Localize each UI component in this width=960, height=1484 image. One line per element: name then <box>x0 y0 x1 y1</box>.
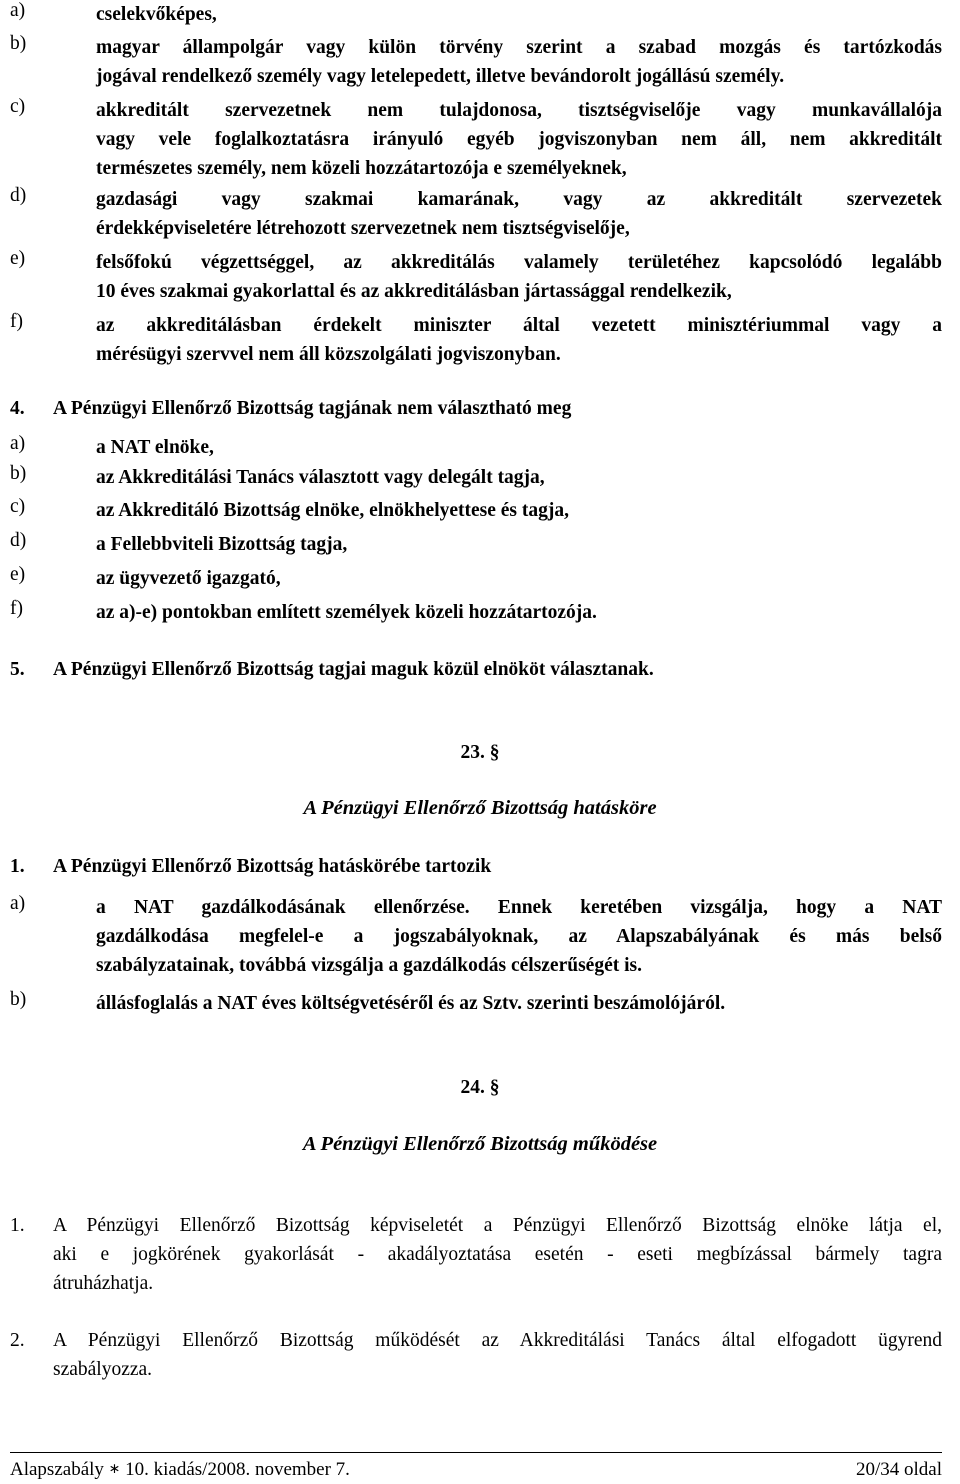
item-text-line: állásfoglalás a NAT éves költségvetéséről és az Sztv. szerinti beszámolójáról. <box>96 993 726 1014</box>
item-text-line: magyar állampolgár vagy külön törvény szerint a szabad mozgás és tartózkodás <box>96 37 942 58</box>
section-23-point-1-text: A Pénzügyi Ellenőrző Bizottság hatáskörébe tartozik <box>53 856 492 877</box>
item-text <box>96 893 942 980</box>
paragraph-line: aki e jogkörének gyakorlását - akadályoztatása esetén - eseti megbízással bármely tagra <box>53 1244 942 1265</box>
item-text <box>96 311 942 369</box>
paragraph-label: 1. <box>10 1215 25 1236</box>
item-text-line: vagy vele foglalkoztatásra irányuló egyéb jogviszonyban nem áll, nem akkreditált <box>96 129 942 150</box>
section-24-title: A Pénzügyi Ellenőrző Bizottság működése <box>302 1133 658 1155</box>
footer-doc-name: Alapszabály <box>10 1459 104 1480</box>
item-text-line: az Akkreditálási Tanács választott vagy delegált tagja, <box>96 467 545 488</box>
section-23-mark: § <box>489 742 500 763</box>
item-text-line: érdekképviseletére létrehozott szervezetnek nem tisztségviselője, <box>96 218 630 239</box>
footer-left <box>10 1459 350 1481</box>
item-text-line: szabályzatainak, továbbá vizsgálja a gazdálkodás célszerűségét is. <box>96 955 642 976</box>
item-text <box>96 598 942 627</box>
item-text <box>96 530 942 559</box>
point-4 <box>10 394 942 423</box>
item-text <box>96 0 942 29</box>
star-icon: ∗ <box>108 1462 121 1477</box>
item-label: d) <box>10 185 27 206</box>
item-text <box>96 248 942 306</box>
section-24-number: 24. <box>460 1077 485 1098</box>
item-text <box>96 989 942 1018</box>
eligibility-item <box>10 33 942 91</box>
eligibility-item <box>10 248 942 306</box>
item-label: e) <box>10 564 26 585</box>
point-5-label: 5. <box>10 659 25 680</box>
section-23-item <box>10 989 942 1018</box>
section-24-mark: § <box>489 1077 500 1098</box>
item-label: f) <box>10 598 23 619</box>
item-text-line: természetes személy, nem közeli hozzátartozója e személyeknek, <box>96 158 627 179</box>
item-text-line: az ügyvezető igazgató, <box>96 568 281 589</box>
paragraph-line: A Pénzügyi Ellenőrző Bizottság működését az Akkreditálási Tanács által elfogadott ügyrend <box>53 1330 942 1351</box>
eligibility-item <box>10 96 942 183</box>
section-24-paragraph <box>10 1326 942 1384</box>
point-4-label: 4. <box>10 398 25 419</box>
item-label: c) <box>10 96 26 117</box>
item-text <box>96 496 942 525</box>
eligibility-item <box>10 311 942 369</box>
eligibility-item <box>10 0 942 29</box>
item-text-line: az a)-e) pontokban említett személyek közeli hozzátartozója. <box>96 602 597 623</box>
item-text <box>96 463 942 492</box>
paragraph-line: átruházhatja. <box>53 1273 154 1294</box>
section-23-title: A Pénzügyi Ellenőrző Bizottság hatásköre <box>303 797 657 819</box>
eligibility-item <box>10 185 942 243</box>
item-text-line: a NAT elnöke, <box>96 437 214 458</box>
section-24-paragraph <box>10 1211 942 1298</box>
item-text-line: az akkreditálásban érdekelt miniszter által vezetett minisztériummal vagy a <box>96 315 942 336</box>
item-text <box>96 564 942 593</box>
item-label: b) <box>10 463 27 484</box>
item-text-line: 10 éves szakmai gyakorlattal és az akkreditálásban jártassággal rendelkezik, <box>96 281 732 302</box>
section-23-point-1-label: 1. <box>10 856 25 877</box>
item-label: f) <box>10 311 23 332</box>
section-23-heading <box>0 742 960 764</box>
item-text-line: gazdálkodása megfelel-e a jogszabályoknak, az Alapszabályának és más belső <box>96 926 942 947</box>
point-4-item <box>10 463 942 492</box>
item-text-line: a Fellebbviteli Bizottság tagja, <box>96 534 348 555</box>
section-23-number: 23. <box>460 742 485 763</box>
point-4-text: A Pénzügyi Ellenőrző Bizottság tagjának nem választható meg <box>53 398 572 419</box>
item-text-line: cselekvőképes, <box>96 4 217 25</box>
item-label: c) <box>10 496 26 517</box>
paragraph-line: A Pénzügyi Ellenőrző Bizottság képviseletét a Pénzügyi Ellenőrző Bizottság elnöke látja el, <box>53 1215 942 1236</box>
item-text-line: gazdasági vagy szakmai kamarának, vagy az akkreditált szervezetek <box>96 189 942 210</box>
point-4-item <box>10 433 942 462</box>
item-text-line: mérésügyi szervvel nem áll közszolgálati jogviszonyban. <box>96 344 561 365</box>
point-4-item <box>10 496 942 525</box>
item-text <box>96 33 942 91</box>
page-footer <box>10 1452 942 1483</box>
item-label: e) <box>10 248 26 269</box>
item-label: b) <box>10 989 27 1010</box>
footer-page-number: 20/34 oldal <box>855 1459 942 1480</box>
section-23-point-1 <box>10 852 942 881</box>
section-23-item <box>10 893 942 980</box>
paragraph-line: szabályozza. <box>53 1359 153 1380</box>
point-5-text: A Pénzügyi Ellenőrző Bizottság tagjai maguk közül elnököt választanak. <box>53 659 654 680</box>
item-text <box>96 433 942 462</box>
item-text-line: jogával rendelkező személy vagy letelepedett, illetve bevándorolt jogállású személy. <box>96 66 785 87</box>
item-text-line: a NAT gazdálkodásának ellenőrzése. Ennek keretében vizsgálja, hogy a NAT <box>96 897 942 918</box>
item-text-line: akkreditált szervezetnek nem tulajdonosa, tisztségviselője vagy munkavállalója <box>96 100 942 121</box>
point-4-item <box>10 530 942 559</box>
paragraph-label: 2. <box>10 1330 25 1351</box>
item-label: d) <box>10 530 27 551</box>
item-text <box>96 185 942 243</box>
point-4-item <box>10 564 942 593</box>
item-label: a) <box>10 433 26 454</box>
item-label: b) <box>10 33 27 54</box>
item-text <box>96 96 942 183</box>
item-label: a) <box>10 0 26 21</box>
item-text-line: felsőfokú végzettséggel, az akkreditálás valamely területéhez kapcsolódó legalább <box>96 252 942 273</box>
footer-edition: 10. kiadás/2008. november 7. <box>125 1459 350 1480</box>
point-5 <box>10 655 942 684</box>
item-label: a) <box>10 893 26 914</box>
section-24-heading <box>0 1077 960 1099</box>
item-text-line: az Akkreditáló Bizottság elnöke, elnökhelyettese és tagja, <box>96 500 570 521</box>
point-4-item <box>10 598 942 627</box>
